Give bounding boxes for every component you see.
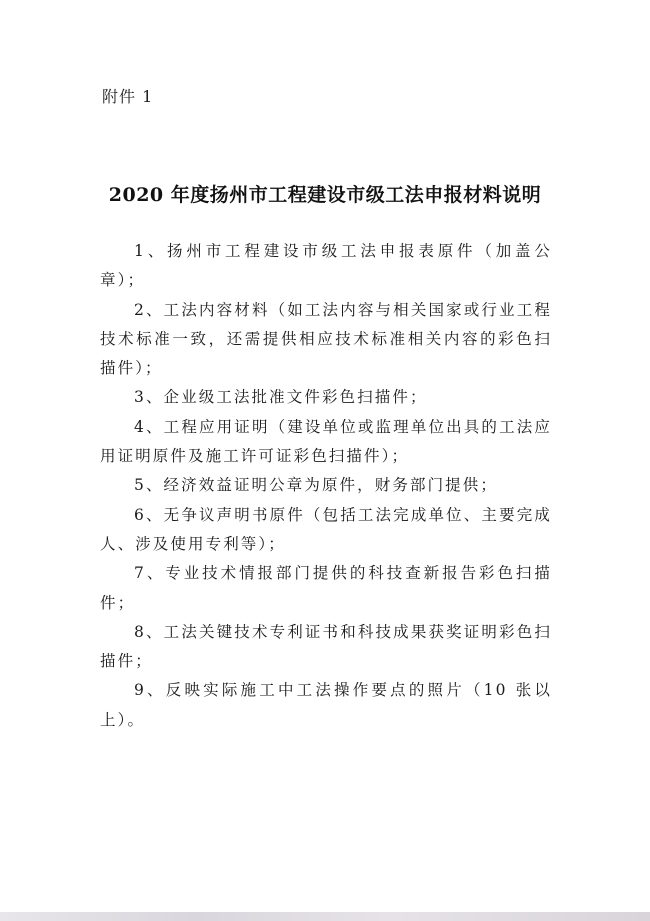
list-item: 3、企业级工法批准文件彩色扫描件； [134, 388, 428, 407]
list-item: 5、经济效益证明公章为原件，财务部门提供； [134, 476, 498, 495]
list-item: 2、工法内容材料（如工法内容与相关国家或行业工程技术标准一致，还需提供相应技术标准相关内容的彩色扫描件）； [100, 300, 552, 378]
list-item: 8、工法关键技术专利证书和科技成果获奖证明彩色扫描件； [100, 622, 552, 671]
requirements-list [100, 237, 552, 735]
list-item: 1、扬州市工程建设市级工法申报表原件（加盖公章）； [100, 242, 552, 290]
list-item: 7、专业技术情报部门提供的科技查新报告彩色扫描件； [100, 564, 552, 612]
list-item: 4、工程应用证明（建设单位或监理单位出具的工法应用证明原件及施工许可证彩色扫描件）； [100, 417, 552, 466]
attachment-label: 附件 1 [102, 87, 154, 106]
document-title: 2020 年度扬州市工程建设市级工法申报材料说明 [108, 184, 542, 206]
list-item: 9、反映实际施工中工法操作要点的照片（10 张以上）。 [100, 681, 552, 729]
list-item: 6、无争议声明书原件（包括工法完成单位、主要完成人、涉及使用专利等）； [100, 505, 552, 553]
page-edge [0, 912, 650, 921]
